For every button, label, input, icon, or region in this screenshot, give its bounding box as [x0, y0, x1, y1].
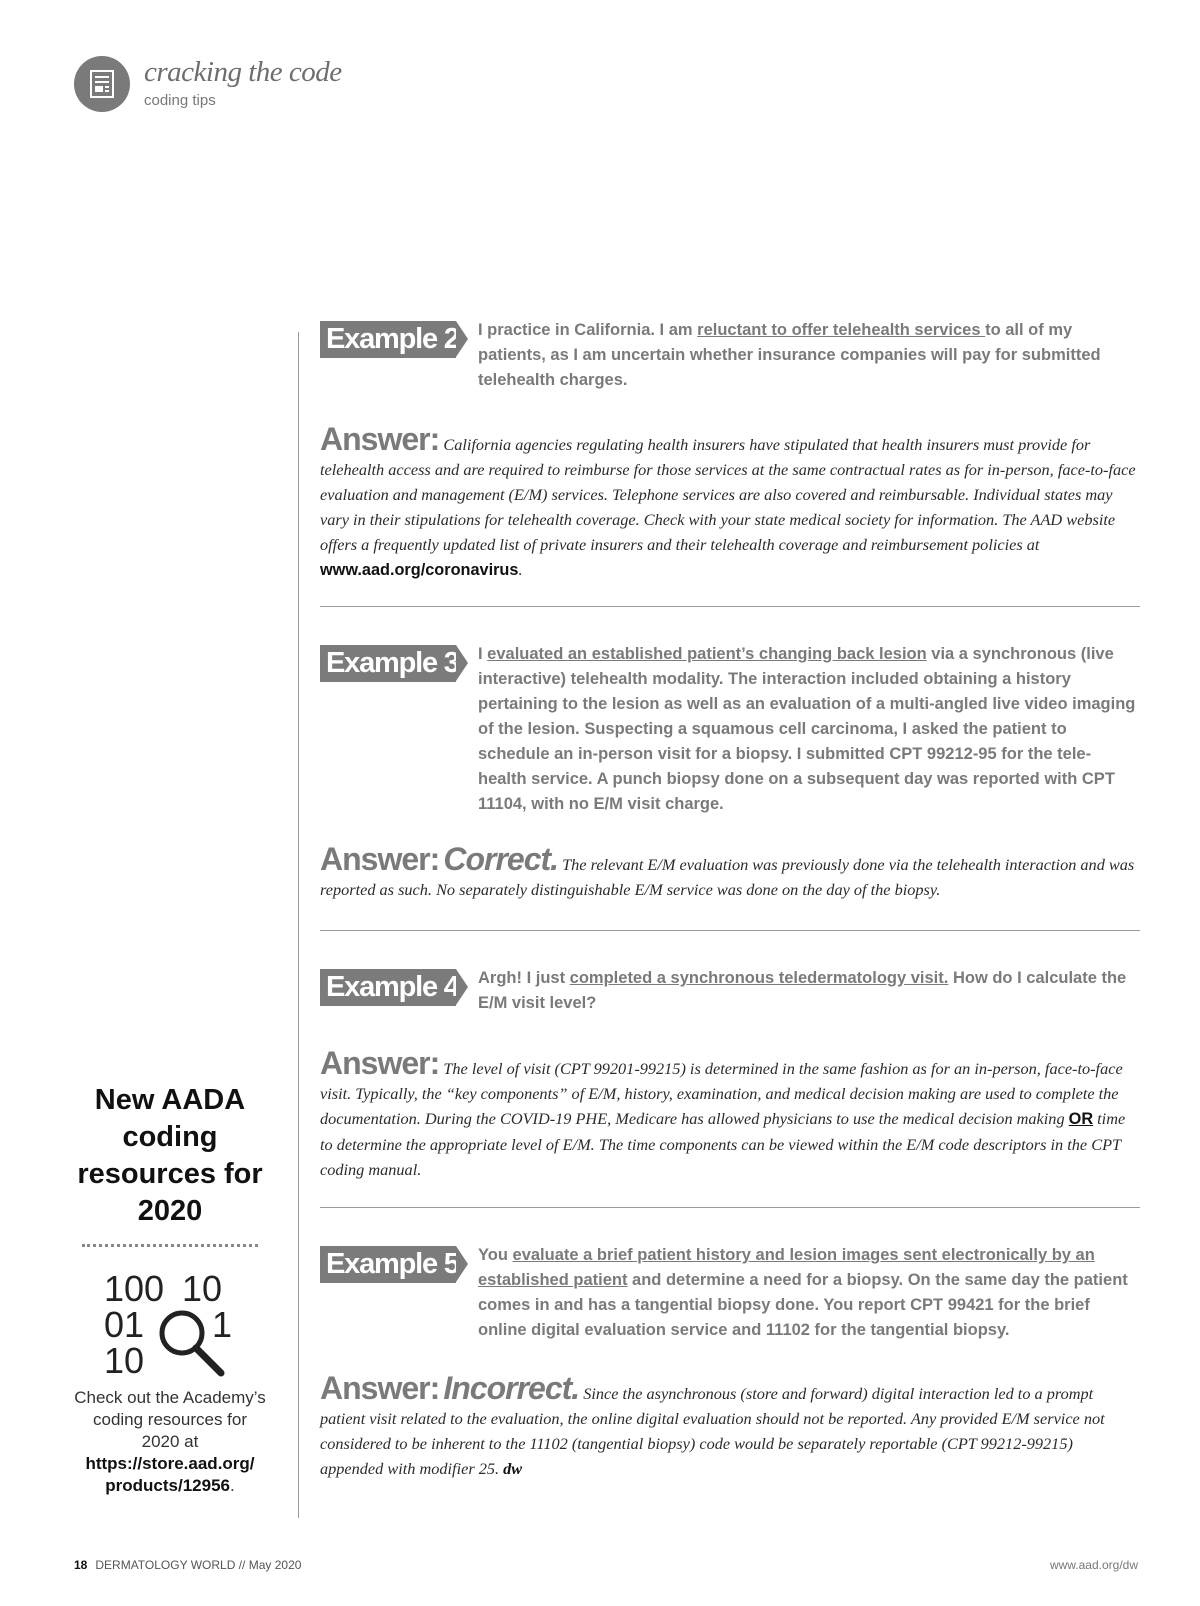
question-highlight: evaluated an established patient’s changing back lesion: [487, 645, 927, 663]
divider: [320, 930, 1140, 931]
binary-digits: 100: [104, 1268, 165, 1309]
column-divider: [298, 332, 299, 1518]
question-highlight: completed a synchronous teledermatology visit.: [569, 969, 949, 987]
sidebar-title: New AADA coding resources for 2020: [77, 1084, 263, 1227]
answer-label: Answer:: [320, 1045, 440, 1081]
binary-magnifier-icon: [100, 1267, 240, 1377]
dotted-divider: [82, 1244, 258, 1247]
store-link[interactable]: https://store.aad.org/ products/12956: [85, 1454, 255, 1495]
publication-info: DERMATOLOGY WORLD // May 2020: [95, 1558, 302, 1572]
section-subtitle: coding tips: [144, 92, 216, 109]
binary-digits: 10: [182, 1268, 223, 1309]
example-badge: Example 2: [320, 321, 456, 358]
binary-digits: 1: [212, 1304, 233, 1345]
answer-4: Answer: The level of visit (CPT 99201-99215) is determined in the same fashion as for an in-person, face-to-face visit. Typically, the “key components” of E/M, history, examination, and medical decision making are used to complete the documentation. During the COVID-19 PHE, Medicare has allowed physicians to use the medical decision making OR time to determine the appropriate level of E/M. The time components can be viewed within the E/M code descriptors in the CPT coding manual.: [320, 1045, 1126, 1179]
binary-digits: 10: [104, 1340, 145, 1377]
answer-text: The level of visit (CPT 99201-99215) is determined in the same fashion as for an in-person, face-to-face visit. Typically, the “key components” of E/M, history, examination, and medical decision making are used to complete the documentation. During the COVID-19 PHE, Medicare has allowed physicians to use the medical decision making: [320, 1059, 1123, 1128]
question-highlight: reluctant to offer telehealth services: [697, 321, 986, 339]
sidebar-resources: [72, 1082, 268, 1497]
sidebar-text: Check out the Academy’s coding resources for 2020 at https://store.aad.org/ products/12956.: [74, 1388, 266, 1495]
divider: [320, 1207, 1140, 1208]
footer-url[interactable]: www.aad.org/dw: [1049, 1558, 1138, 1572]
example-question: I evaluated an established patient’s changing back lesion via a synchronous (live interactive) telehealth modality. The interaction included obtaining a history pertaining to the lesion as well as an evaluation of a multi-angled live video imaging of the lesion. Suspecting a squamous cell carcinoma, I asked the patient to schedule an in-person visit for a biopsy. I submitted CPT 99212-95 for the tele-health service. A punch biopsy done on a subsequent day was reported with CPT 11104, with no E/M visit charge.: [478, 645, 1136, 813]
answer-2: Answer: California agencies regulating health insurers have stipulated that health insurers must provide for telehealth access and are required to reimburse for those services at the same contractual rates as for in-person, face-to-face evaluation and management (E/M) services. Telephone services are also covered and reimbursable. Individual states may vary in their stipulations for telehealth coverage. Check with your state medical society for information. The AAD website offers a frequently updated list of private insurers and their telehealth coverage and reimbursement policies at www.aad.org/coronavirus.: [320, 421, 1136, 579]
example-question: I practice in California. I am reluctant to offer telehealth services to all of my patients, as I am uncertain whether insurance companies will pay for submitted telehealth charges.: [478, 321, 1101, 389]
document-icon: [74, 56, 130, 112]
divider: [320, 606, 1140, 607]
answer-emphasis: OR: [1068, 1110, 1094, 1128]
example-question: You evaluate a brief patient history and lesion images sent electronically by an established patient and determine a need for a biopsy. On the same day the patient comes in and has a tangential biopsy done. You report CPT 99421 for the brief online digital evaluation service and 11102 for the tangential biopsy.: [478, 1246, 1128, 1339]
question-highlight: evaluate a brief patient history and lesion images sent electronically by an established patient: [478, 1246, 1095, 1289]
example-badge: Example 3: [320, 645, 456, 682]
footer-publication: [74, 1558, 301, 1572]
example-badge: Example 4: [320, 969, 456, 1006]
answer-text: Since the asynchronous (store and forward) digital interaction led to a prompt patient visit related to the evaluation, the online digital evaluation should not be reported. Any provided E/M service not considered to be inherent to the 11102 (tangential biopsy) code would be separately reportable (CPT 99212-99215) appended with modifier 25.: [320, 1384, 1105, 1478]
section-title: cracking the code: [144, 56, 342, 88]
answer-5: [320, 1370, 1140, 1481]
answer-label: Answer:: [320, 421, 440, 457]
binary-digits: 01: [104, 1304, 145, 1345]
answer-label: Answer:: [320, 1370, 440, 1406]
answer-text: California agencies regulating health insurers have stipulated that health insurers must provide for telehealth access and are required to reimburse for those services at the same contractual rates as for in-person, face-to-face evaluation and management (E/M) services. Telephone services are also covered and reimbursable. Individual states may vary in their stipulations for telehealth coverage. Check with your state medical society for information. The AAD website offers a frequently updated list of private insurers and their telehealth coverage and reimbursement policies at: [320, 435, 1136, 554]
answer-verdict: Incorrect.: [443, 1370, 580, 1406]
signature: dw: [503, 1459, 523, 1478]
example-badge: Example 5: [320, 1246, 456, 1283]
page-number: 18: [74, 1558, 88, 1572]
answer-label: Answer:: [320, 841, 440, 877]
answer-text: The relevant E/M evaluation was previously done via the telehealth interaction and was reported as such. No separately distinguishable E/M service was done on the day of the biopsy.: [320, 855, 1135, 899]
answer-3: [320, 841, 1140, 902]
example-question: Argh! I just completed a synchronous teledermatology visit. How do I calculate the E/M visit level?: [478, 969, 1127, 1012]
answer-link[interactable]: www.aad.org/coronavirus: [320, 561, 519, 579]
answer-verdict: Correct.: [443, 841, 559, 877]
